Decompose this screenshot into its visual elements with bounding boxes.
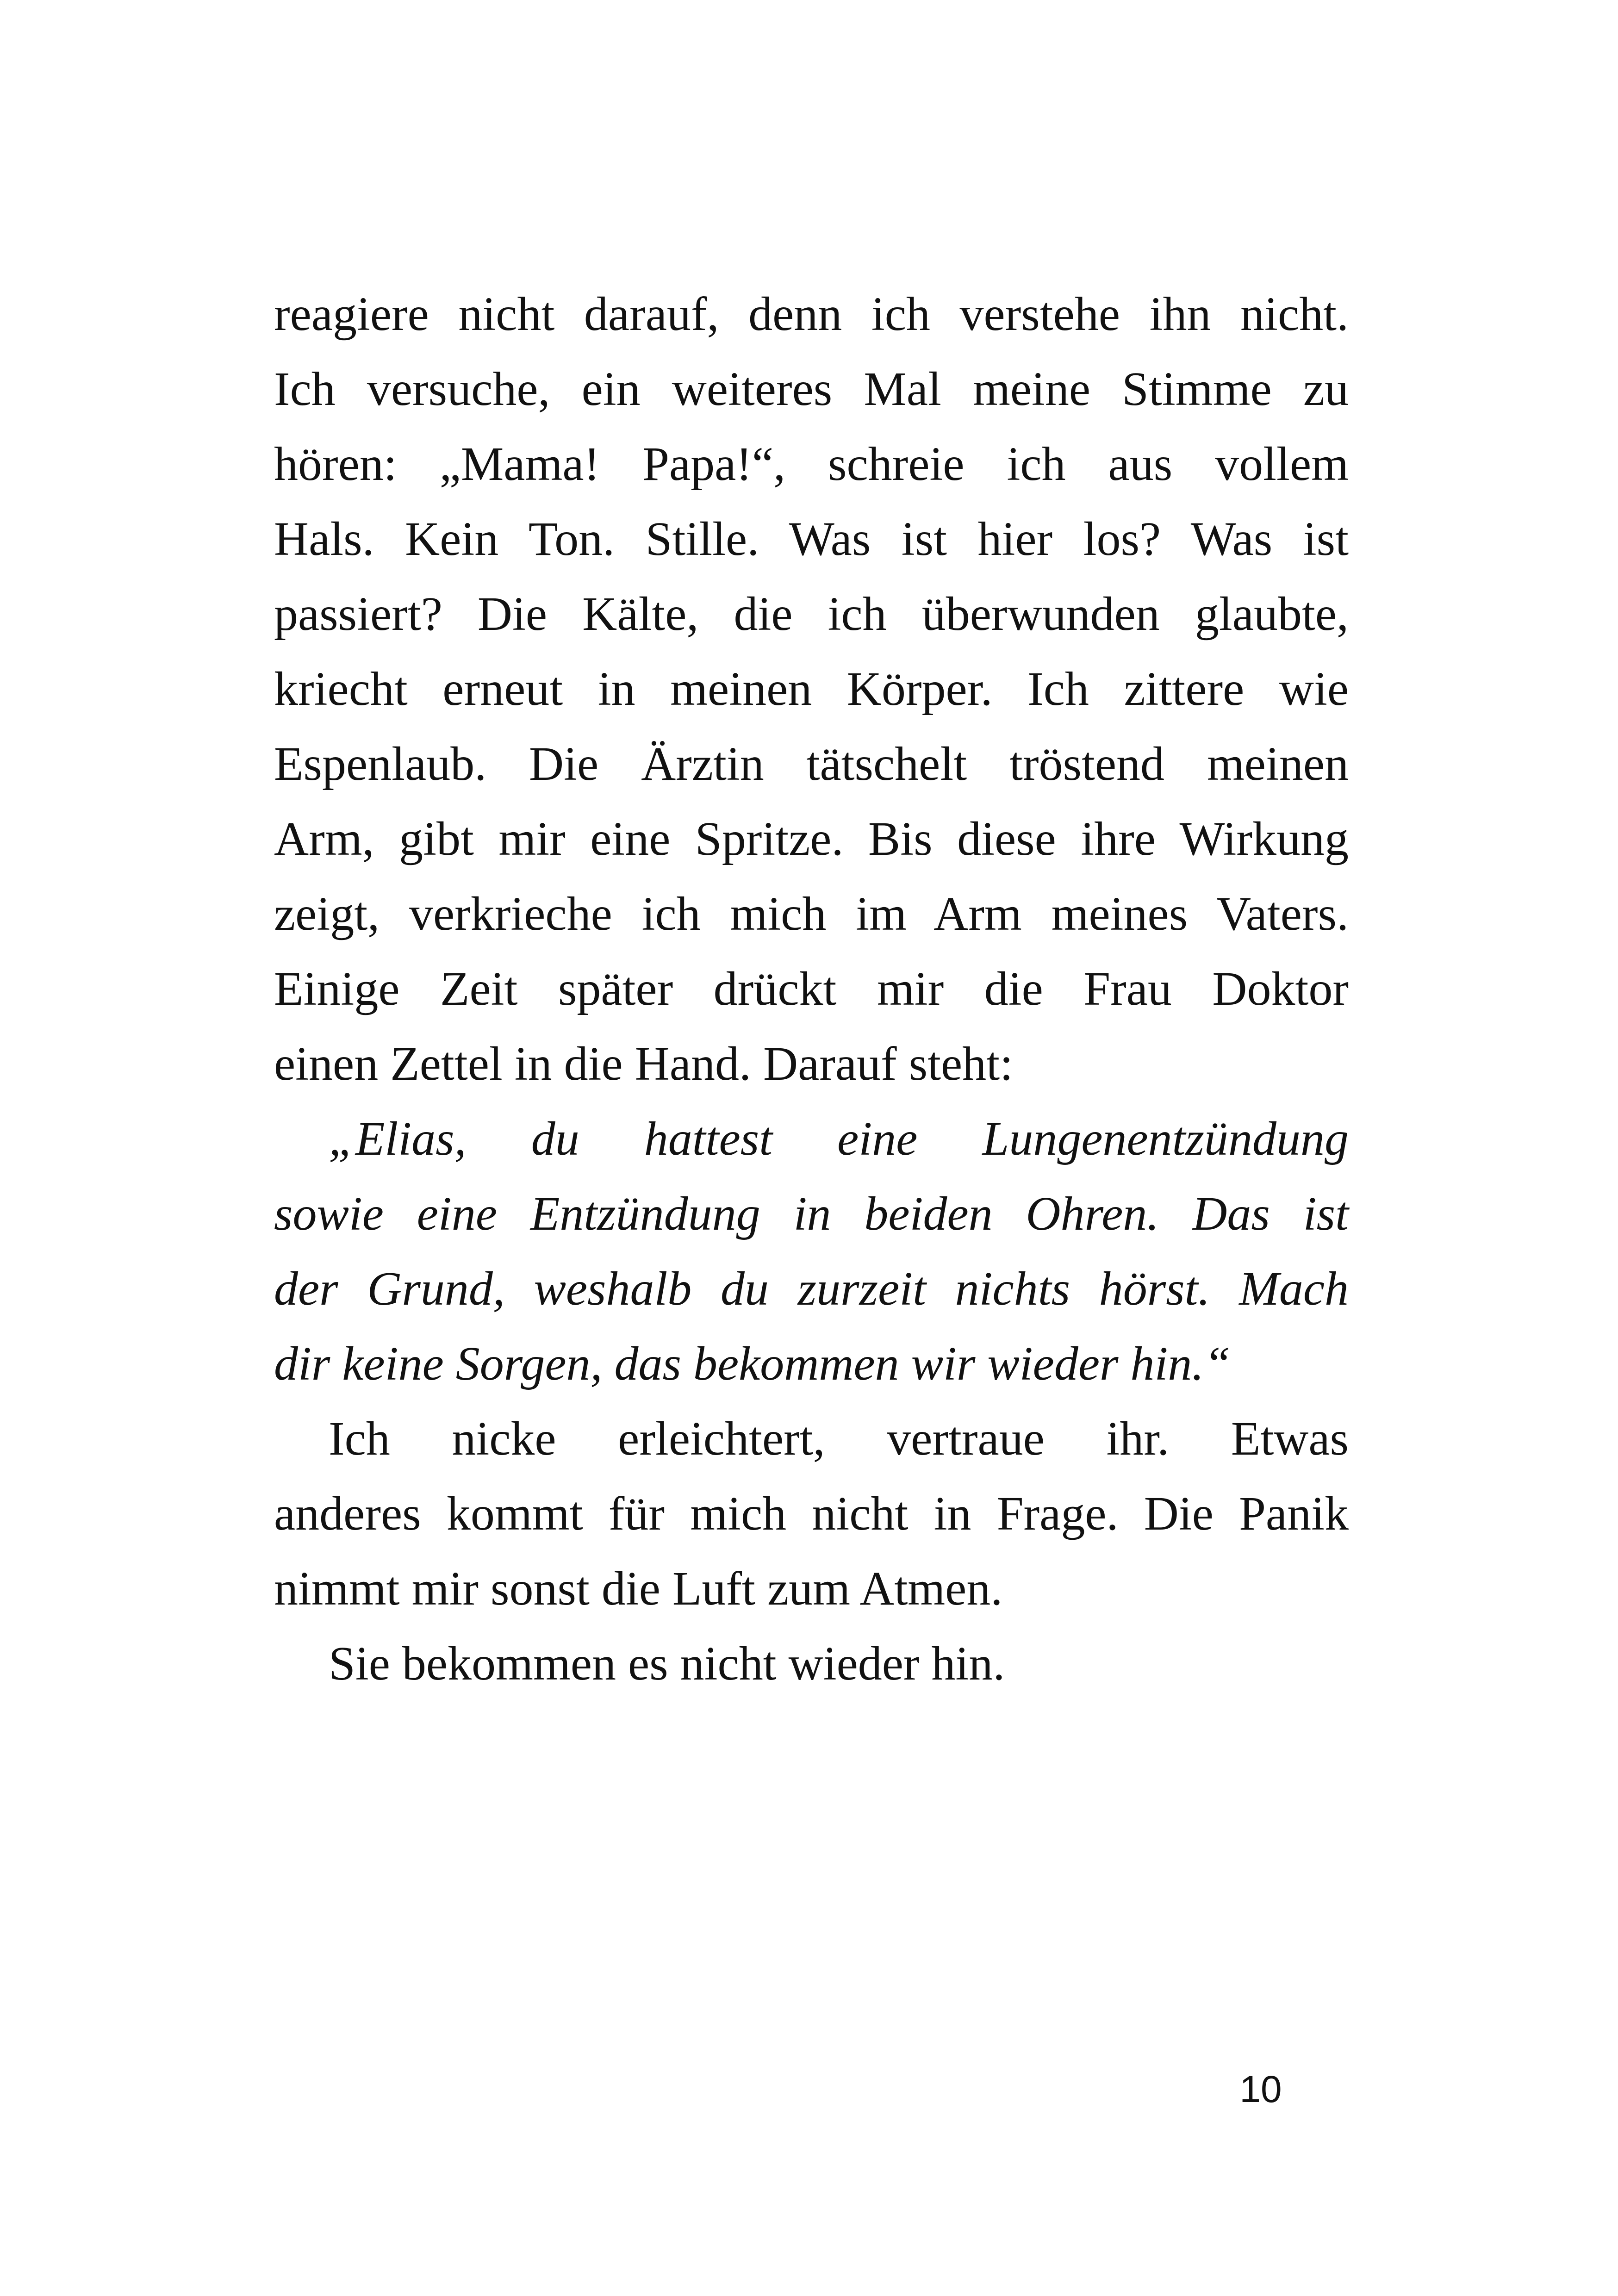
quote-line: der Grund, weshalb du zurzeit nichts hörst. Mach	[274, 1262, 1349, 1315]
text-line: einen Zettel in die Hand. Darauf steht:	[274, 1037, 1013, 1090]
text-line: nimmt mir sonst die Luft zum Atmen.	[274, 1562, 1003, 1615]
paragraph-3	[274, 1626, 1349, 1701]
body-text	[274, 277, 1349, 1701]
quote-line: sowie eine Entzündung in beiden Ohren. Das ist	[274, 1187, 1349, 1240]
quote-line: „Elias, du hattest eine Lungenentzündung	[329, 1112, 1349, 1165]
text-line: Ich nicke erleichtert, vertraue ihr. Etwas	[329, 1412, 1349, 1465]
text-line: kriecht erneut in meinen Körper. Ich zittere wie	[274, 662, 1349, 716]
text-line: hören: „Mama! Papa!“, schreie ich aus vollem	[274, 437, 1349, 491]
text-line: Arm, gibt mir eine Spritze. Bis diese ihre Wirkung	[274, 812, 1349, 865]
paragraph-1	[274, 277, 1349, 1101]
page-number: 10	[1239, 2068, 1282, 2110]
text-line: Ich versuche, ein weiteres Mal meine Stimme zu	[274, 362, 1349, 416]
paragraph-2	[274, 1401, 1349, 1626]
quote-paragraph	[274, 1101, 1349, 1401]
text-line: zeigt, verkrieche ich mich im Arm meines Vaters.	[274, 887, 1349, 940]
text-line: Hals. Kein Ton. Stille. Was ist hier los? Was ist	[274, 512, 1349, 566]
quote-line: dir keine Sorgen, das bekommen wir wieder hin.“	[274, 1337, 1231, 1390]
text-line: anderes kommt für mich nicht in Frage. Die Panik	[274, 1487, 1349, 1540]
text-line: Sie bekommen es nicht wieder hin.	[329, 1637, 1005, 1690]
text-line: Einige Zeit später drückt mir die Frau Doktor	[274, 962, 1349, 1015]
text-line: reagiere nicht darauf, denn ich verstehe ihn nicht.	[274, 287, 1349, 341]
text-line: passiert? Die Kälte, die ich überwunden glaubte,	[274, 587, 1349, 641]
text-line: Espenlaub. Die Ärztin tätschelt tröstend meinen	[274, 737, 1349, 790]
